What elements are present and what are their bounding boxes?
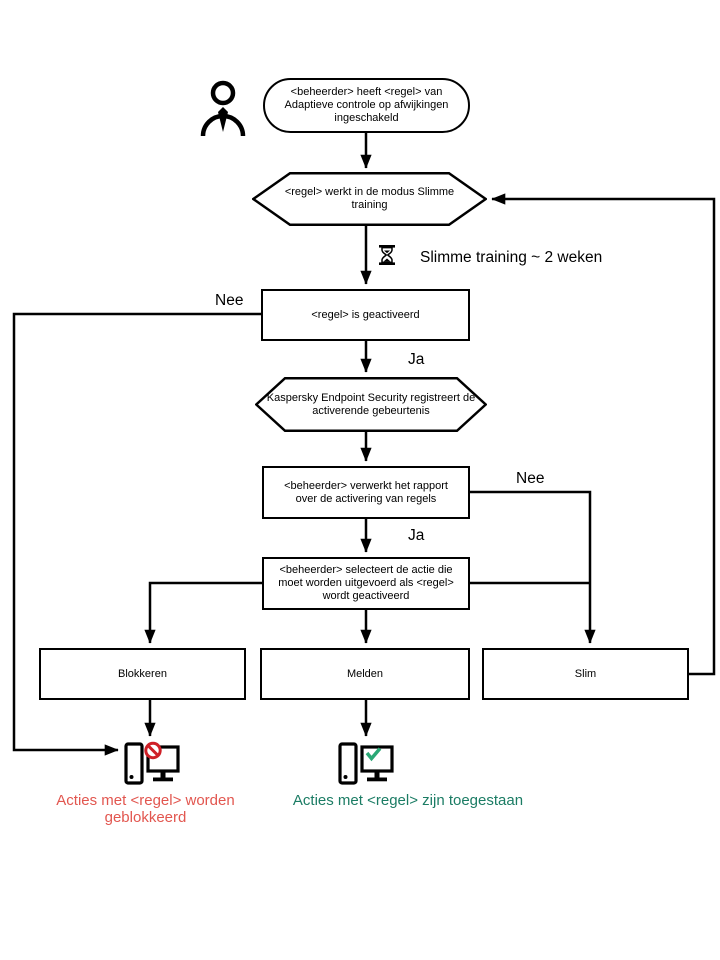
hourglass-icon [378,244,396,266]
node-training-mode [252,172,487,226]
branch-label-ja-activation: Ja [408,351,425,368]
node-training-mode-label: <regel> werkt in de modus Slimme training [284,186,455,211]
node-rule-activated [261,289,470,341]
node-kes-registers [255,377,487,432]
edge-nee-right-to-slim [470,492,590,643]
node-admin-report [262,466,470,519]
node-action-blokkeren [39,648,246,700]
edge-action-to-blokkeren [150,583,262,643]
node-admin-action [262,557,470,610]
user-icon [198,80,248,136]
computer-blocked-icon [124,741,180,787]
node-action-slim [482,648,689,700]
training-duration-label: Slimme training ~ 2 weken [420,249,603,266]
branch-label-nee-right: Nee [516,470,545,487]
node-rule-activated-label: <regel> is geactiveerd [311,308,420,321]
node-start [263,78,470,133]
node-admin-report-label: <beheerder> verwerkt het rapport over de activering van regels [284,479,448,505]
result-allowed-text: Acties met <regel> zijn toegestaan [292,792,524,809]
node-action-blokkeren-label: Blokkeren [118,667,167,680]
node-action-slim-label: Slim [574,667,597,680]
result-blocked-text: Acties met <regel> worden geblokkeerd [56,792,235,826]
node-action-melden-label: Melden [346,667,384,680]
branch-label-nee-left: Nee [215,292,244,309]
node-start-label: <beheerder> heeft <regel> van Adaptieve controle op afwijkingen ingeschakeld [284,86,449,124]
computer-allowed-icon [338,741,394,787]
node-admin-action-label: <beheerder> selecteert de actie die moet worden uitgevoerd als <regel> wordt geactiveerd [278,564,454,602]
edge-slim-loop-back [492,199,714,674]
node-action-melden [260,648,470,700]
branch-label-ja-report: Ja [408,527,425,544]
node-kes-registers-label: Kaspersky Endpoint Security registreert de activerende gebeurtenis [266,391,476,417]
